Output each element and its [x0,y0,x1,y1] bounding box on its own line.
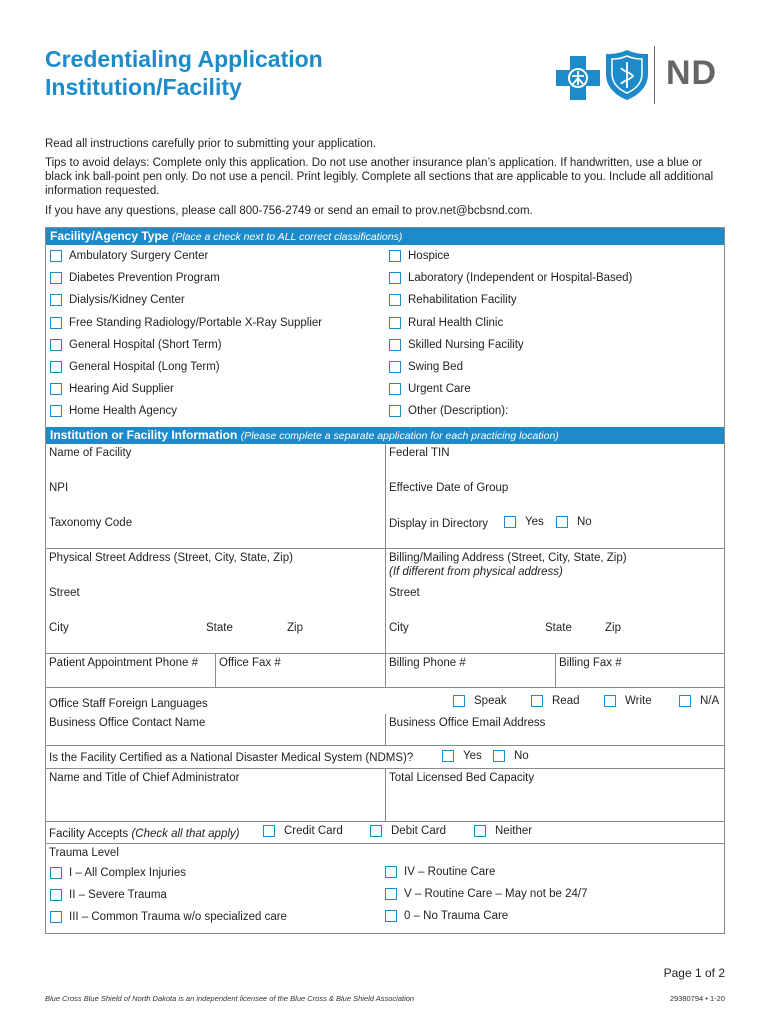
name-of-facility-field[interactable]: Name of Facility [49,447,132,459]
facility-type-left-item-checkbox[interactable] [50,361,62,373]
row-phones [46,653,724,687]
row-ids [46,444,724,548]
lang-read-option[interactable] [531,695,580,707]
directory-yes-checkbox[interactable] [504,516,516,528]
directory-yes-label: Yes [525,516,544,528]
facility-type-heading: Facility/Agency Type [50,229,169,243]
facility-type-left-item-label: Ambulatory Surgery Center [69,250,209,262]
accepts-label [49,827,239,841]
facility-type-left-item-label: Dialysis/Kidney Center [69,294,185,307]
facility-type-right-item-label: Rehabilitation Facility [408,294,517,307]
credit-card-label: Credit Card [284,825,343,837]
facility-type-right-item-checkbox[interactable] [389,317,401,329]
row-admin [46,768,724,821]
intro-line-1: Read all instructions carefully prior to submitting your application. [45,138,377,150]
lang-speak-option[interactable] [453,695,507,707]
facility-type-left-item-label: General Hospital (Short Term) [69,338,222,351]
foreign-languages-field[interactable]: Office Staff Foreign Languages [49,698,208,710]
directory-no-option[interactable] [556,516,592,528]
facility-type-right-item-checkbox[interactable] [389,294,401,306]
physical-street-field[interactable]: Street [49,587,80,599]
facility-type-right-item-checkbox[interactable] [389,250,401,262]
facility-type-left-item[interactable] [50,356,220,378]
lang-na-option[interactable] [679,695,719,707]
effective-date-field[interactable]: Effective Date of Group [389,482,509,494]
trauma-left-item[interactable] [50,906,287,928]
trauma-left-item-label: III – Common Trauma w/o specialized care [69,911,287,923]
physical-address-label: Physical Street Address (Street, City, State, Zip) [49,552,293,564]
facility-type-left-item[interactable] [50,400,177,422]
facility-type-left-item-label: Free Standing Radiology/Portable X-Ray Supplier [69,316,323,329]
taxonomy-code-field[interactable]: Taxonomy Code [49,517,133,529]
row-trauma [46,843,724,933]
neither-option[interactable] [474,825,532,837]
patient-phone-field[interactable]: Patient Appointment Phone # [49,657,198,669]
credit-card-checkbox[interactable] [263,825,275,837]
billing-phone-field[interactable]: Billing Phone # [389,657,466,669]
trauma-right-item-checkbox[interactable] [385,888,397,900]
physical-city-field[interactable]: City [49,622,69,634]
facility-type-left-item-label: Hearing Aid Supplier [69,383,174,396]
billing-state-field[interactable]: State [545,622,572,634]
facility-type-right-item-checkbox[interactable] [389,405,401,417]
directory-no-checkbox[interactable] [556,516,568,528]
trauma-left-item-checkbox[interactable] [50,889,62,901]
lang-write-label: Write [625,695,652,707]
ndms-yes-label: Yes [463,750,482,762]
trauma-right-item-checkbox[interactable] [385,910,397,922]
billing-fax-field[interactable]: Billing Fax # [559,657,622,669]
trauma-left-item[interactable] [50,862,186,884]
lang-read-label: Read [552,695,580,707]
row-ndms [46,745,724,768]
facility-type-left-item-checkbox[interactable] [50,339,62,351]
lang-speak-label: Speak [474,695,507,707]
physical-state-field[interactable]: State [206,622,233,634]
contact-name-field[interactable]: Business Office Contact Name [49,717,206,729]
facility-type-left-item-checkbox[interactable] [50,250,62,262]
facility-type-right-item[interactable] [389,378,471,400]
trauma-left-item-checkbox[interactable] [50,911,62,923]
facility-type-right-item-checkbox[interactable] [389,339,401,351]
neither-checkbox[interactable] [474,825,486,837]
neither-label: Neither [495,825,533,837]
logo-state-text: ND [666,54,718,92]
billing-zip-field[interactable]: Zip [605,622,621,634]
facility-type-right-item[interactable] [389,356,463,378]
trauma-left-item-checkbox[interactable] [50,867,62,879]
facility-type-left-item-checkbox[interactable] [50,405,62,417]
page-title [45,45,323,101]
lang-read-checkbox[interactable] [531,695,543,707]
row-languages-contact [46,687,724,745]
facility-type-left-item[interactable] [50,245,208,267]
credit-card-option[interactable] [263,825,343,837]
row-address [46,548,724,653]
npi-field[interactable]: NPI [49,482,69,494]
ndms-yes-checkbox[interactable] [442,750,454,762]
billing-address-label: Billing/Mailing Address (Street, City, State, Zip) [389,552,627,564]
facility-type-left-item-checkbox[interactable] [50,383,62,395]
trauma-right-item-label: V – Routine Care – May not be 24/7 [404,888,588,900]
lang-write-option[interactable] [604,695,652,707]
trauma-level-label: Trauma Level [49,847,119,859]
trauma-right-item[interactable] [385,905,508,927]
license-note: Blue Cross Blue Shield of North Dakota is an independent licensee of the Blue Cross & Blue Shield Association [45,994,415,1003]
trauma-right-item[interactable] [385,883,587,905]
info-heading: Institution or Facility Information [50,428,238,442]
bed-capacity-field[interactable]: Total Licensed Bed Capacity [389,772,535,784]
facility-type-right-item-label: Swing Bed [408,361,463,373]
facility-type-left-item-label: General Hospital (Long Term) [69,361,220,373]
title-line-2: Institution/Facility [45,74,242,100]
page-number: Page 1 of 2 [663,966,725,980]
facility-type-subheading: (Place a check next to ALL correct classifications) [171,231,403,243]
facility-type-right-item-label: Skilled Nursing Facility [408,338,524,351]
facility-type-left-item[interactable] [50,334,222,356]
blue-shield-icon [606,50,648,100]
billing-city-field[interactable]: City [389,622,409,634]
chief-admin-field[interactable]: Name and Title of Chief Administrator [49,772,240,784]
blue-cross-icon [556,56,600,100]
application-form [45,227,725,934]
facility-type-left-item-label: Diabetes Prevention Program [69,272,220,285]
display-directory-label: Display in Directory [389,518,489,530]
ndms-question: Is the Facility Certified as a National Disaster Medical System (NDMS)? [49,752,414,764]
trauma-right-item-label: 0 – No Trauma Care [404,910,509,922]
facility-type-left-item[interactable] [50,312,322,334]
facility-type-header [46,228,724,245]
billing-street-field[interactable]: Street [389,587,420,599]
accepts-hint: (Check all that apply) [131,828,240,840]
facility-type-right-item[interactable] [389,312,503,334]
ndms-no-label: No [514,750,529,762]
facility-type-left-item[interactable] [50,378,174,400]
facility-type-right-item[interactable] [389,289,517,311]
trauma-right-item[interactable] [385,861,495,883]
facility-type-right-item-label: Hospice [408,250,450,262]
lang-speak-checkbox[interactable] [453,695,465,707]
facility-type-grid [46,245,724,427]
ndms-no-option[interactable] [493,750,529,762]
facility-type-right-item-checkbox[interactable] [389,383,401,395]
intro-line-2: Tips to avoid delays: Complete only this application. Do not use another insurance plan’s application. If handwritten, use a blue or black ink ball-point pen only. Do not use a pencil. Print legibly. Complete all sections that are applicable to you. Include all additional information requested. [45,157,714,197]
facility-type-right-item[interactable] [389,400,508,422]
facility-type-right-item-label: Laboratory (Independent or Hospital-Based) [408,272,633,285]
info-subheading: (Please complete a separate application for each practicing location) [240,430,559,442]
facility-type-right-item-label: Urgent Care [408,383,471,396]
facility-type-right-item[interactable] [389,334,524,356]
facility-type-right-item-label: Rural Health Clinic [408,316,504,329]
form-code: 29380794 • 1-20 [669,994,725,1003]
facility-type-left-item-label: Home Health Agency [69,405,178,418]
ndms-yes-option[interactable] [442,750,482,762]
federal-tin-field[interactable]: Federal TIN [389,447,450,459]
facility-type-left-item-checkbox[interactable] [50,272,62,284]
facility-type-right-item-checkbox[interactable] [389,361,401,373]
debit-card-checkbox[interactable] [370,825,382,837]
logo-divider [654,46,655,104]
ndms-no-checkbox[interactable] [493,750,505,762]
trauma-right-item-checkbox[interactable] [385,866,397,878]
trauma-right-item-label: IV – Routine Care [404,866,496,878]
row-accepts [46,821,724,843]
facility-type-left-item-checkbox[interactable] [50,294,62,306]
lang-na-label: N/A [700,695,720,707]
directory-yes-option[interactable] [504,516,544,528]
title-line-1: Credentialing Application [45,46,323,72]
intro-line-3: If you have any questions, please call 800-756-2749 or send an email to prov.net@bcbsnd.com. [45,205,533,217]
facility-type-right-item[interactable] [389,267,632,289]
debit-card-label: Debit Card [391,825,446,837]
info-header [46,427,724,444]
billing-address-note: (If different from physical address) [389,566,563,578]
debit-card-option[interactable] [370,825,446,837]
directory-no-label: No [577,516,592,528]
trauma-left-item[interactable] [50,884,167,906]
accepts-label-text: Facility Accepts [49,828,129,840]
contact-email-field[interactable]: Business Office Email Address [389,717,546,729]
lang-write-checkbox[interactable] [604,695,616,707]
facility-type-left-item[interactable] [50,267,220,289]
facility-type-left-item[interactable] [50,289,185,311]
facility-type-right-item[interactable] [389,245,450,267]
trauma-left-item-label: I – All Complex Injuries [69,867,186,879]
lang-na-checkbox[interactable] [679,695,691,707]
bcbs-logo [556,46,736,104]
facility-type-right-item-label: Other (Description): [408,405,509,418]
trauma-left-item-label: II – Severe Trauma [69,889,167,901]
office-fax-field[interactable]: Office Fax # [219,657,281,669]
facility-type-left-item-checkbox[interactable] [50,317,62,329]
facility-type-right-item-checkbox[interactable] [389,272,401,284]
physical-zip-field[interactable]: Zip [287,622,303,634]
